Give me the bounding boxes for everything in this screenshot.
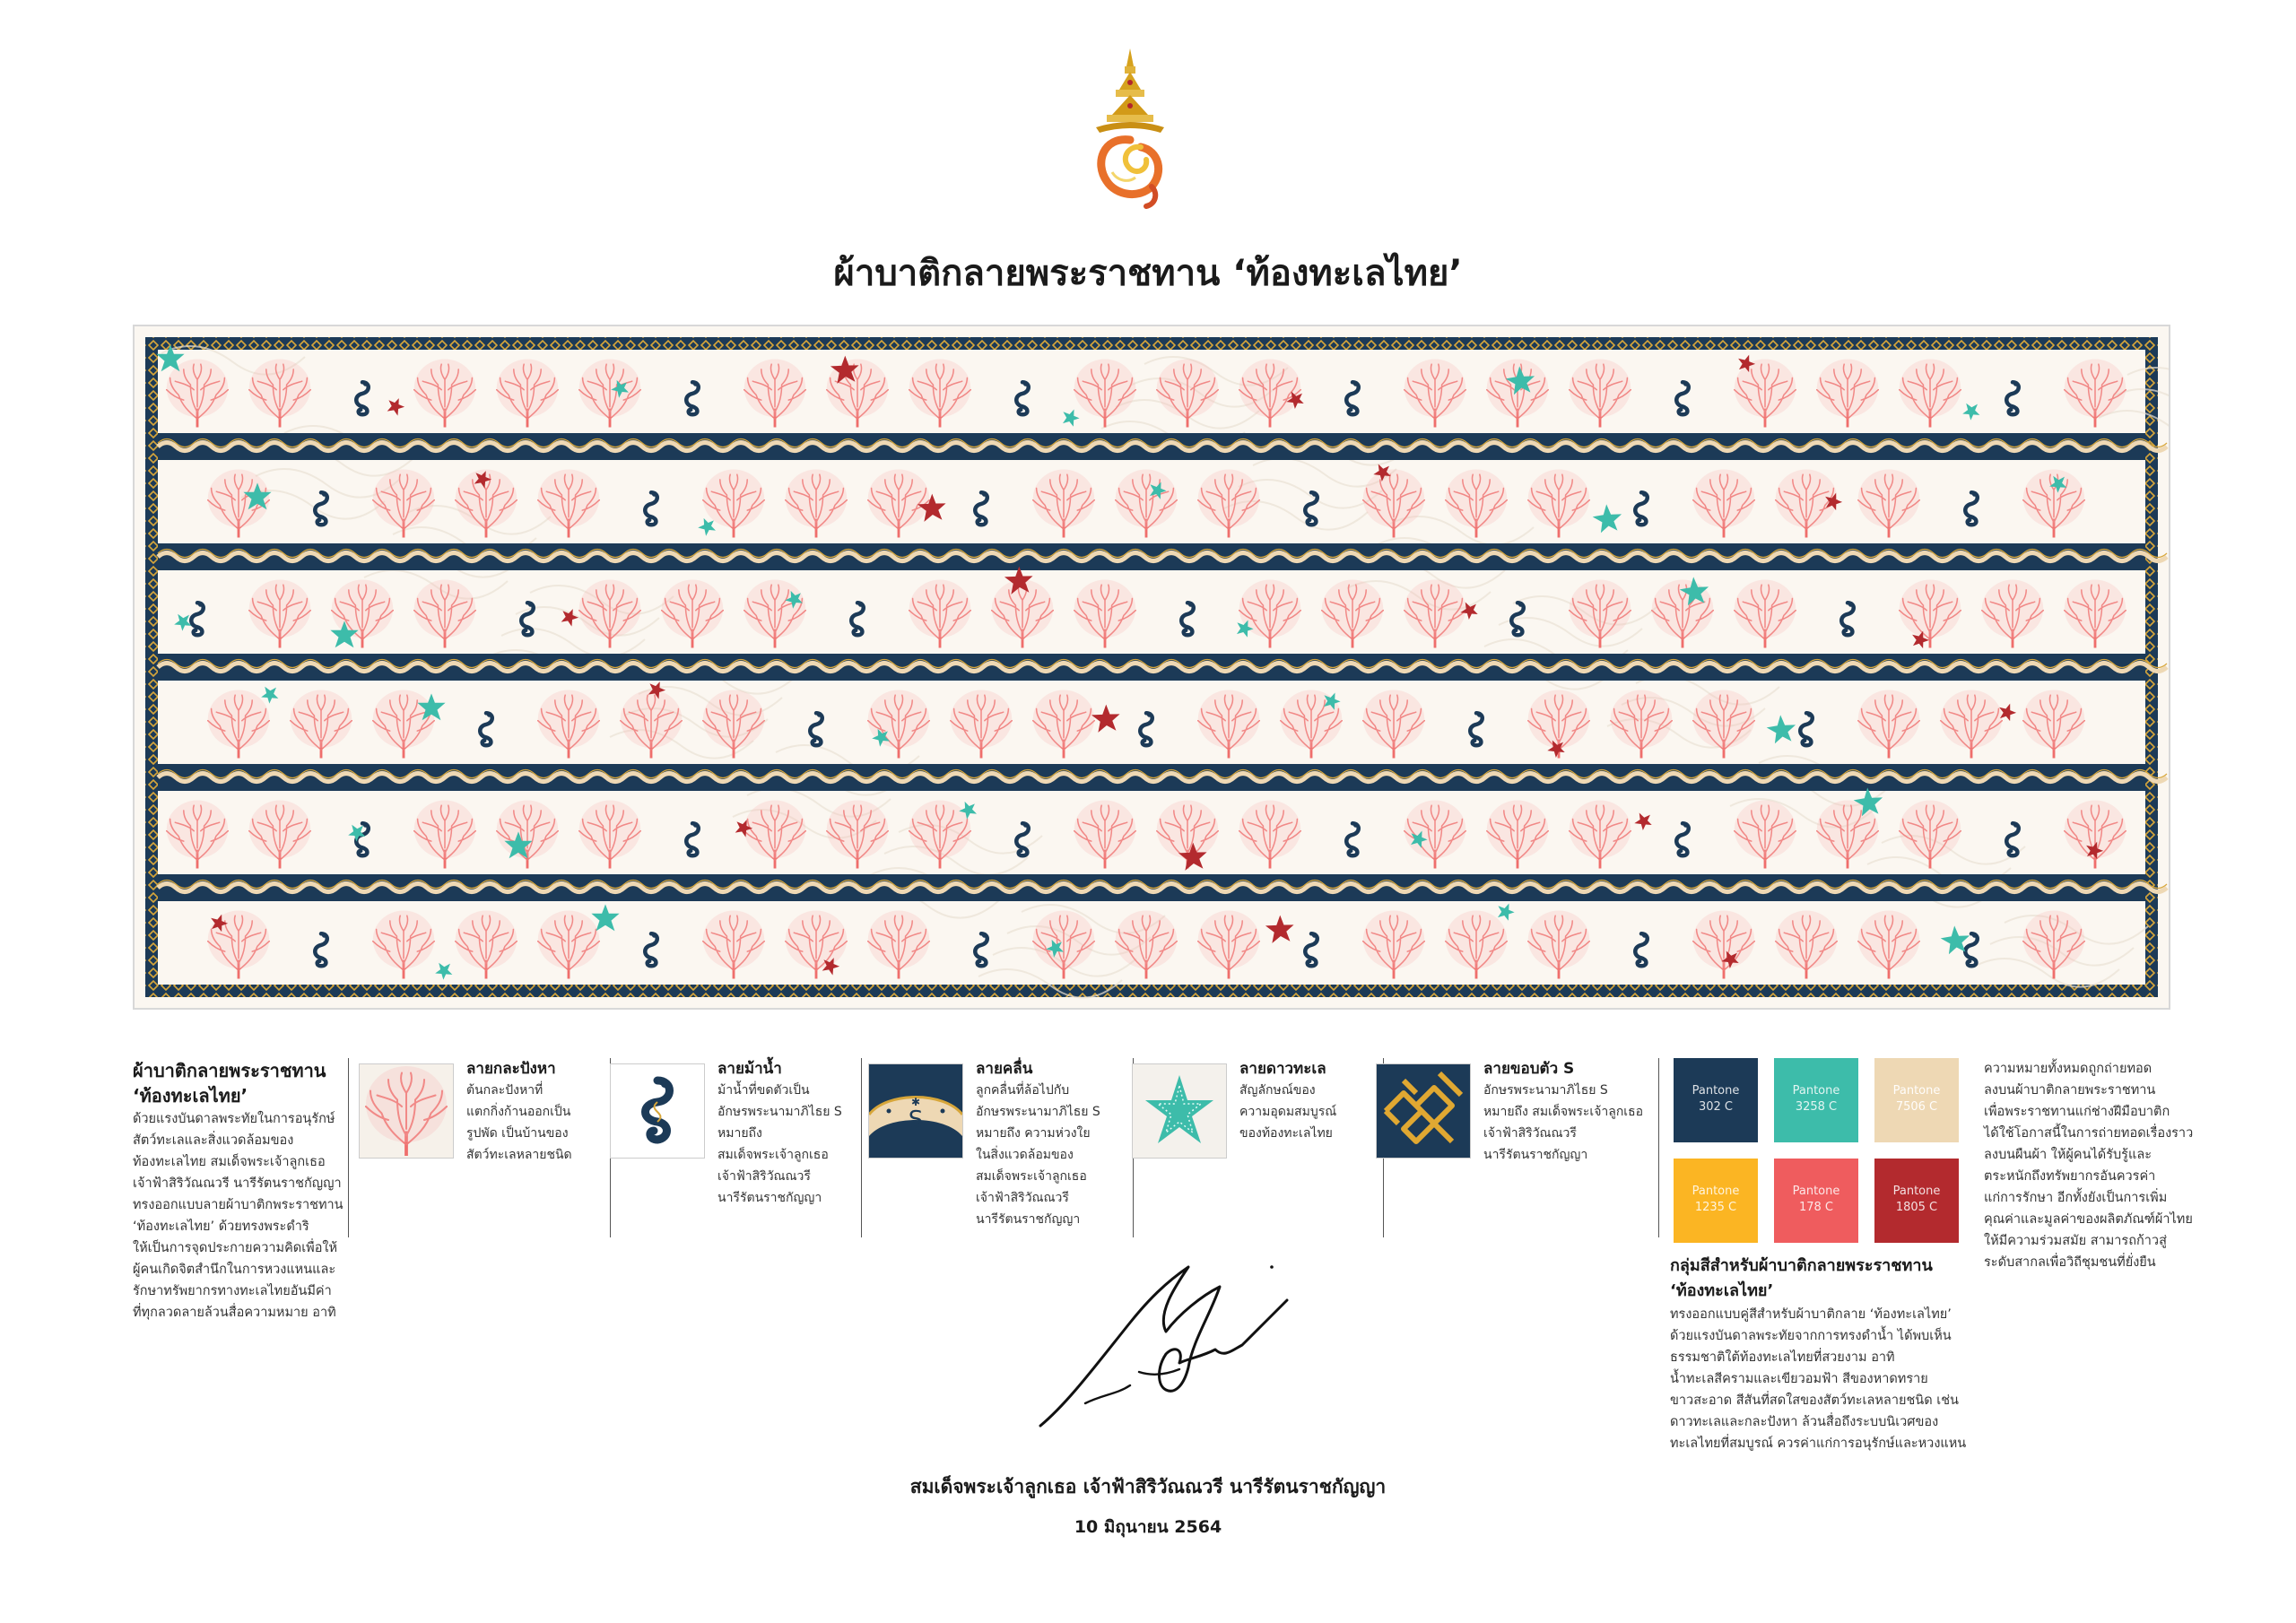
text-line: นารีรัตนราชกัญญา [718, 1191, 822, 1205]
text-line: ท้องทะเลไทย สมเด็จพระเจ้าลูกเธอ [133, 1155, 326, 1169]
crown-icon [1096, 48, 1164, 133]
pantone-swatch [1774, 1159, 1858, 1243]
intro-heading-sub: ‘ท้องทะเลไทย’ [133, 1085, 248, 1107]
motif-description [976, 1058, 1124, 1230]
coral-icon [359, 1063, 454, 1159]
text-line: ผู้คนเกิดจิตสำนึกในการหวงแหนและ [133, 1263, 336, 1277]
closing-column [1984, 1058, 2199, 1273]
pantone-swatch [1774, 1058, 1858, 1142]
text-line: ลูกคลื่นที่ล้อไปกับ [976, 1083, 1070, 1098]
text-line: ให้มีความร่วมสมัย สามารถก้าวสู่ [1984, 1234, 2167, 1248]
starfish-icon [1132, 1063, 1227, 1159]
text-line: ธรรมชาติใต้ท้องทะเลไทยที่สวยงาม อาทิ [1670, 1350, 1895, 1365]
wave-icon [868, 1063, 963, 1159]
text-line: นารีรัตนราชกัญญา [1483, 1148, 1588, 1162]
text-line: ตระหนักถึงทรัพยากรอันควรค่า [1984, 1169, 2156, 1184]
text-line: สัตว์ทะเลหลายชนิด [466, 1148, 572, 1162]
text-line: ทรงออกแบบลายผ้าบาติกพระราชทาน [133, 1198, 344, 1212]
pantone-code: 178 C [1798, 1201, 1834, 1214]
pantone-code: 1805 C [1895, 1201, 1938, 1214]
text-line: ความหมายทั้งหมดถูกถ่ายทอด [1984, 1062, 2152, 1076]
pantone-swatch [1874, 1058, 1959, 1142]
divider [861, 1058, 862, 1237]
text-line: อักษรพระนามาภิไธย S [718, 1105, 842, 1119]
text-line: ที่ทุกลวดลายล้วนสื่อความหมาย อาทิ [133, 1306, 336, 1320]
pantone-brand: Pantone [1692, 1084, 1740, 1098]
text-line: อักษรพระนามาภิไธย S [1483, 1083, 1608, 1098]
closing-text [1984, 1058, 2199, 1273]
motif-name: ลายคลื่น [976, 1060, 1033, 1078]
text-line: ต้นกละปังหาที่ [466, 1083, 544, 1098]
text-line: ลงบนผ้าบาติกลายพระราชทาน [1984, 1083, 2156, 1098]
intro-text [133, 1108, 344, 1324]
text-line: สมเด็จพระเจ้าลูกเธอ [718, 1148, 829, 1162]
text-line: อักษรพระนามาภิไธย S [976, 1105, 1100, 1119]
pantone-code: 302 C [1698, 1100, 1734, 1114]
page-title: ผ้าบาติกลายพระราชทาน ‘ท้องทะเลไทย’ [833, 253, 1463, 294]
palette-heading-sub: ‘ท้องทะเลไทย’ [1670, 1281, 1774, 1300]
pantone-brand: Pantone [1892, 1084, 1941, 1098]
motif-description [1239, 1058, 1374, 1144]
intro-heading: ผ้าบาติกลายพระราชทาน [133, 1060, 326, 1081]
text-line: สัตว์ทะเลและสิ่งแวดล้อมของ [133, 1133, 294, 1148]
text-line: เจ้าฟ้าสิริวัณณวรี [718, 1169, 811, 1184]
pantone-brand: Pantone [1792, 1084, 1840, 1098]
text-line: สัญลักษณ์ของ [1239, 1083, 1316, 1098]
text-line: ระดับสากลเพื่อวิถีชุมชนที่ยั่งยืน [1984, 1255, 2156, 1270]
palette-text-block [1670, 1254, 2100, 1454]
pantone-swatch [1674, 1058, 1758, 1142]
pantone-code: 1235 C [1694, 1201, 1737, 1214]
palette-heading: กลุ่มสีสำหรับผ้าบาติกลายพระราชทาน [1670, 1256, 1933, 1275]
motif-name: ลายกละปังหา [466, 1060, 556, 1078]
text-line: ขาวสะอาด สีสันที่สดใสของสัตว์ทะเลหลายชนิด เช่น [1670, 1393, 1959, 1408]
text-line: รูปพัด เป็นบ้านของ [466, 1126, 569, 1141]
text-line: ทะเลไทยที่สมบูรณ์ ควรค่าแก่การอนุรักษ์และหวงแหน [1670, 1436, 1967, 1451]
pantone-brand: Pantone [1792, 1185, 1840, 1198]
text-line: ของท้องทะเลไทย [1239, 1126, 1333, 1141]
pantone-brand: Pantone [1692, 1185, 1740, 1198]
signer-name: สมเด็จพระเจ้าลูกเธอ เจ้าฟ้าสิริวัณณวรี นารีรัตนราชกัญญา [909, 1476, 1387, 1497]
pantone-code: 7506 C [1895, 1100, 1938, 1114]
motif-name: ลายม้าน้ำ [718, 1060, 782, 1078]
signature-date: 10 มิถุนายน 2564 [1074, 1517, 1222, 1537]
s-border-icon [1376, 1063, 1471, 1159]
batik-fabric-pattern [133, 325, 2170, 1010]
text-line: แก่การรักษา อีกทั้งยังเป็นการเพิ่ม [1984, 1191, 2168, 1205]
text-line: เจ้าฟ้าสิริวัณณวรี [1483, 1126, 1577, 1141]
text-line: ด้วยแรงบันดาลพระทัยจากการทรงดำน้ำ ได้พบเห็น [1670, 1329, 1952, 1343]
royal-emblem [1085, 47, 1175, 213]
text-line: หมายถึง [718, 1126, 762, 1141]
pantone-brand: Pantone [1892, 1185, 1941, 1198]
text-line: แตกกิ่งก้านออกเป็น [466, 1105, 571, 1119]
text-line: เจ้าฟ้าสิริวัณณวรี [976, 1191, 1069, 1205]
motif-description [466, 1058, 601, 1166]
motif-description [1483, 1058, 1649, 1166]
divider [348, 1058, 349, 1237]
text-line: หมายถึง สมเด็จพระเจ้าลูกเธอ [1483, 1105, 1644, 1119]
text-line: ได้ใช้โอกาสนี้ในการถ่ายทอดเรื่องราว [1984, 1126, 2194, 1141]
motif-description [718, 1058, 852, 1209]
text-line: ด้วยแรงบันดาลพระทัยในการอนุรักษ์ [133, 1112, 335, 1126]
text-line: เพื่อพระราชทานแก่ช่างฝีมือบาติก [1984, 1105, 2170, 1119]
text-line: ให้เป็นการจุดประกายความคิดเพื่อให้ [133, 1241, 338, 1255]
motif-name: ลายขอบตัว S [1483, 1060, 1575, 1078]
pantone-code: 3258 C [1795, 1100, 1838, 1114]
text-line: ลงบนผืนผ้า ให้ผู้คนได้รับรู้และ [1984, 1148, 2152, 1162]
text-line: สมเด็จพระเจ้าลูกเธอ [976, 1169, 1087, 1184]
svg-text:✱: ✱ [910, 1096, 921, 1108]
monogram-icon [1101, 140, 1159, 206]
text-line: น้ำทะเลสีครามและเขียวอมฟ้า สีของหาดทราย [1670, 1372, 1928, 1386]
text-line: หมายถึง ความห่วงใย [976, 1126, 1091, 1141]
text-line: ‘ท้องทะเลไทย’ ด้วยทรงพระดำริ [133, 1219, 309, 1234]
pantone-swatch [1874, 1159, 1959, 1243]
seahorse-icon [610, 1063, 705, 1159]
intro-column [133, 1058, 344, 1324]
text-line: ม้าน้ำที่ขดตัวเป็น [718, 1083, 810, 1098]
motif-name: ลายดาวทะเล [1239, 1060, 1326, 1078]
text-line: รักษาทรัพยากรทางทะเลไทยอันมีค่า [133, 1284, 332, 1298]
divider [1658, 1058, 1659, 1237]
text-line: ความอุดมสมบูรณ์ [1239, 1105, 1337, 1119]
pantone-swatch [1674, 1159, 1758, 1243]
wave-tile-letter: S [908, 1107, 924, 1133]
text-line: นารีรัตนราชกัญญา [976, 1212, 1081, 1227]
text-line: ทรงออกแบบคู่สีสำหรับผ้าบาติกลาย ‘ท้องทะเลไทย’ [1670, 1307, 1952, 1322]
text-line: ในสิ่งแวดล้อมของ [976, 1148, 1074, 1162]
royal-signature [1031, 1260, 1292, 1439]
text-line: คุณค่าและมูลค่าของผลิตภัณฑ์ผ้าไทย [1984, 1212, 2193, 1227]
text-line: เจ้าฟ้าสิริวัณณวรี นารีรัตนราชกัญญา [133, 1176, 342, 1191]
text-line: ดาวทะเลและกละปังหา ล้วนสื่อถึงระบบนิเวศของ [1670, 1415, 1939, 1429]
palette-text [1670, 1304, 2100, 1454]
